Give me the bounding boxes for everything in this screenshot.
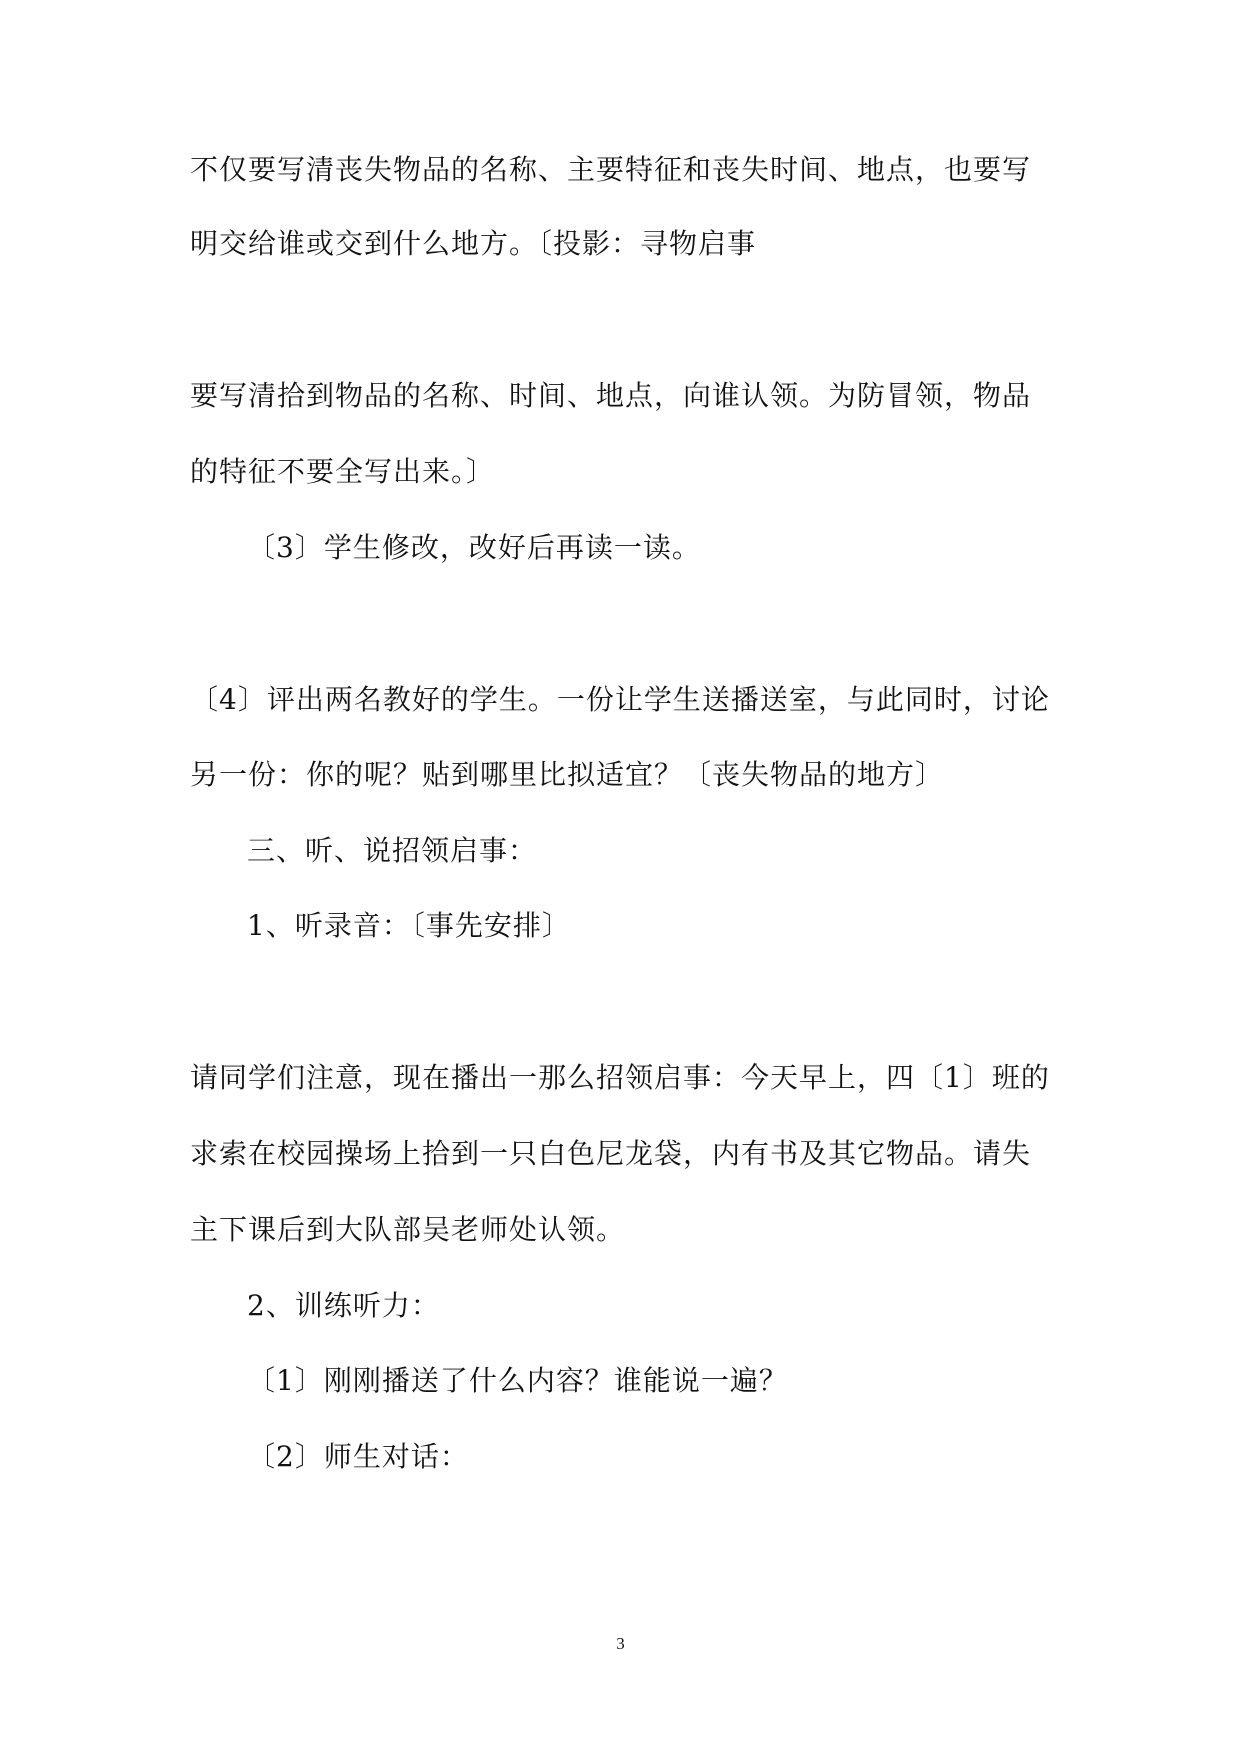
text-line: 〔2〕师生对话：: [247, 1440, 469, 1473]
text-line: 请同学们注意，现在播出一那么招领启事：今天早上，四〔1〕班的: [190, 1061, 1050, 1094]
text-line: 2、训练听力：: [247, 1289, 440, 1322]
text-line: 〔4〕评出两名教好的学生。一份让学生送播送室，与此同时，讨论: [190, 683, 1050, 716]
text-line: 〔1〕刚刚播送了什么内容？谁能说一遍？: [247, 1364, 788, 1397]
text-line: 另一份：你的呢？贴到哪里比拟适宜？〔丧失物品的地方〕: [190, 758, 945, 791]
text-line: 要写清拾到物品的名称、时间、地点，向谁认领。为防冒领，物品: [190, 379, 1032, 412]
text-line: 〔3〕学生修改，改好后再读一读。: [247, 531, 701, 564]
section-heading: 三、听、说招领启事：: [247, 834, 538, 867]
text-line: 求索在校园操场上拾到一只白色尼龙袋，内有书及其它物品。请失: [190, 1137, 1032, 1170]
text-line: 主下课后到大队部吴老师处认领。: [190, 1213, 626, 1246]
text-line: 的特征不要全写出来。〕: [190, 455, 496, 488]
page-number: 3: [616, 1634, 625, 1653]
text-line: 明交给谁或交到什么地方。〔投影：寻物启事: [190, 227, 757, 260]
text-line: 不仅要写清丧失物品的名称、主要特征和丧失时间、地点，也要写: [190, 153, 1032, 186]
text-line: 1、听录音：〔事先安排〕: [247, 909, 571, 942]
